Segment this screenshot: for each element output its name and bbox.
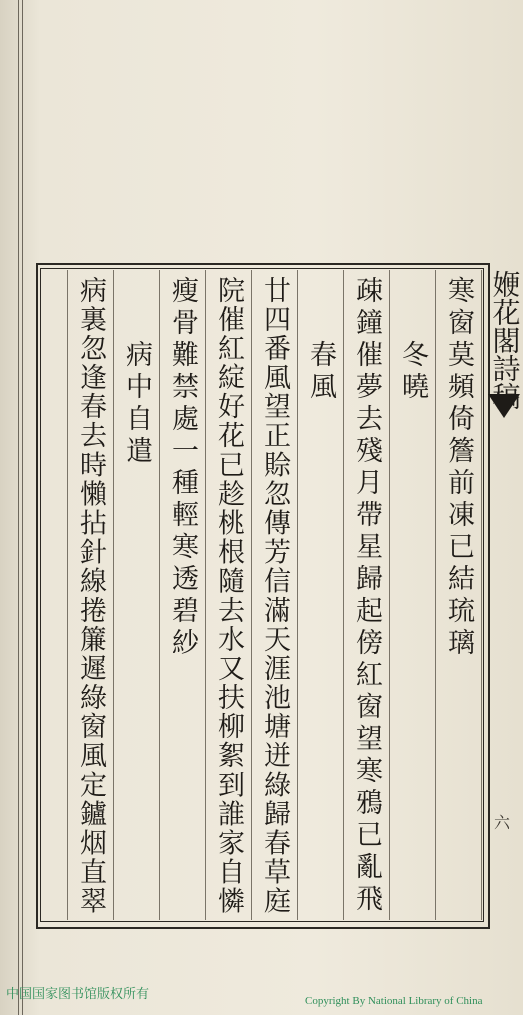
column-rule [67,270,68,920]
column-rule [159,270,160,920]
page-number: 六 [494,813,511,832]
column-rule [205,270,206,920]
poem-line-5: 瘦骨難禁處一種輕寒透碧紗 [167,276,198,660]
column-rule [435,270,436,920]
poem-title-winter-dawn: 冬曉 [397,340,428,404]
watermark-english: Copyright By National Library of China [305,995,483,1007]
column-rule [113,270,114,920]
column-rule [343,270,344,920]
watermark-chinese: 中国国家图书馆版权所有 [6,987,150,1002]
top-margin [0,0,523,262]
column-rule [481,270,482,920]
book-title [486,270,523,510]
poem-title-self-consolation-in-illness: 病中自遣 [121,340,152,468]
poem-line-6: 病裏忽逢春去時懶拈針線捲簾遲綠窗風定鑪烟直翠 [75,276,106,916]
binding-edge-line-inner [22,0,23,1015]
poem-line-2: 疎鐘催夢去殘月帶星歸起傍紅窗望寒鴉已亂飛 [351,276,382,916]
poem-title-spring-wind: 春風 [305,340,336,404]
binding-edge-line [18,0,19,1015]
book-title-text: 㛹花閣詩稿 [488,270,522,410]
column-rule [251,270,252,920]
poem-line-4: 院催紅綻好花已趁桃根隨去水又扶柳絮到誰家自憐 [213,276,244,916]
column-rule [297,270,298,920]
column-rule [389,270,390,920]
poem-line-3: 廿四番風望正賒忽傳芳信滿天涯池塘迸綠歸春草庭 [259,276,290,916]
fishtail-mark-icon [488,394,520,418]
poem-line-1: 寒窗莫頻倚簷前凍已結琉璃 [443,276,474,660]
